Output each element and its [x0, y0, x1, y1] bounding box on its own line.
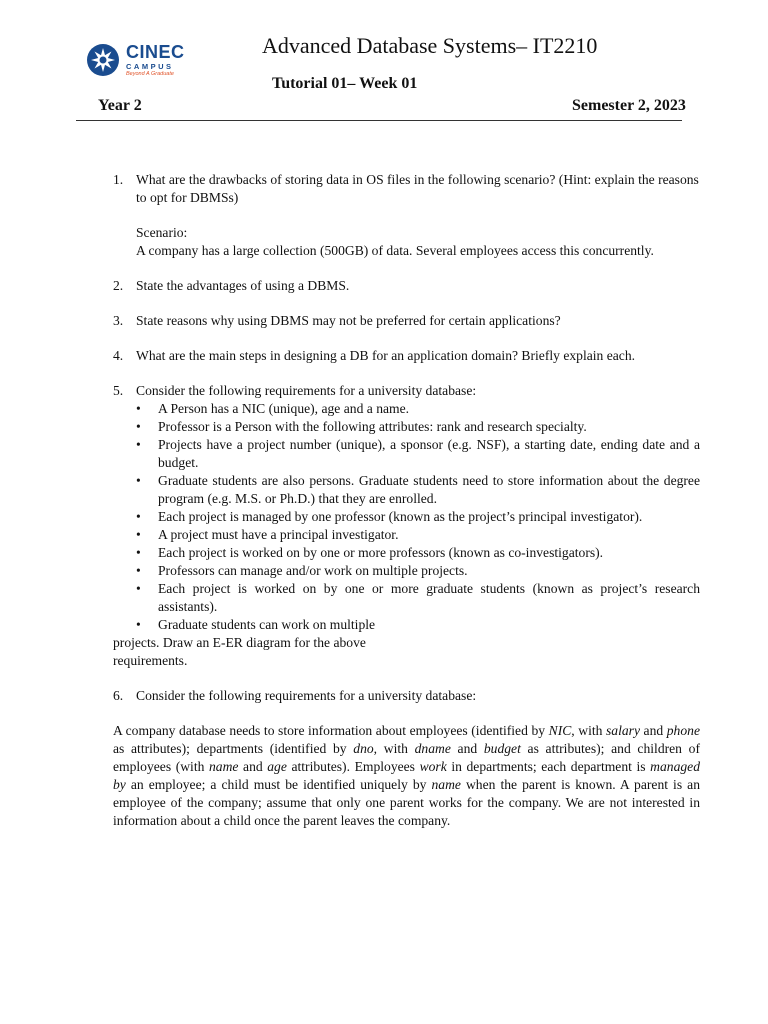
- bullet-icon: •: [136, 581, 141, 596]
- paragraph-text: and: [639, 723, 667, 738]
- question-5-tail-text: projects. Draw an E-ER diagram for the above requirements.: [113, 635, 366, 668]
- question-text: What are the drawbacks of storing data in OS files in the following scenario? (Hint: explain the reasons to opt for DBMSs): [136, 172, 699, 205]
- list-item: [136, 544, 700, 562]
- emphasis-text: salary: [606, 723, 640, 738]
- emphasis-text: dno: [353, 741, 374, 756]
- bullet-icon: •: [136, 563, 141, 578]
- question-text: Consider the following requirements for a university database:: [136, 688, 477, 703]
- emphasis-text: name: [209, 759, 239, 774]
- list-item-text: Each project is worked on by one or more professors (known as co-investigators).: [158, 545, 604, 560]
- question-1: [0, 171, 700, 260]
- question-4: [0, 347, 700, 365]
- list-item: [136, 472, 700, 508]
- paragraph-text: A company database needs to store information about employees (identified by: [113, 723, 549, 738]
- scenario-label: Scenario:: [136, 225, 188, 240]
- list-item: [136, 418, 700, 436]
- bullet-icon: •: [136, 545, 141, 560]
- emphasis-text: work: [419, 759, 447, 774]
- requirements-list: [136, 400, 700, 634]
- question-list: [0, 171, 768, 830]
- question-6-paragraph: [0, 722, 700, 830]
- question-text: State reasons why using DBMS may not be preferred for certain applications?: [136, 313, 561, 328]
- question-number: 5.: [113, 383, 124, 398]
- list-item-text: Graduate students are also persons. Graduate students need to store information about the degree program (e.g. M.S. or Ph.D.) that they are enrolled.: [158, 473, 700, 506]
- paragraph-text: in departments; each department is: [446, 759, 651, 774]
- bullet-icon: •: [136, 437, 141, 452]
- emphasis-text: name: [431, 777, 461, 792]
- list-item-text: Each project is worked on by one or more graduate students (known as project’s research assistants).: [158, 581, 700, 614]
- emphasis-text: age: [267, 759, 287, 774]
- list-item: [136, 400, 700, 418]
- paragraph-text: as attributes); and children of employees (with: [113, 741, 700, 774]
- paragraph-text: , with: [373, 741, 415, 756]
- question-number: 6.: [113, 688, 124, 703]
- document-subtitle: Tutorial 01– Week 01: [272, 75, 418, 92]
- list-item: [136, 580, 700, 616]
- emphasis-text: dname: [414, 741, 451, 756]
- question-number: 2.: [113, 278, 124, 293]
- star-emblem-icon: [86, 43, 120, 77]
- emphasis-text: phone: [666, 723, 700, 738]
- paragraph-text: and: [450, 741, 484, 756]
- question-number: 1.: [113, 172, 124, 187]
- year-label: Year 2: [98, 97, 142, 114]
- question-3: [0, 312, 700, 330]
- paragraph-text: , with: [571, 723, 606, 738]
- paragraph-text: attributes). Employees: [286, 759, 420, 774]
- bullet-icon: •: [136, 509, 141, 524]
- semester-label: Semester 2, 2023: [572, 97, 686, 114]
- list-item-text: Each project is managed by one professor (known as the project’s principal investigator).: [158, 509, 643, 524]
- paragraph-text: and: [238, 759, 268, 774]
- paragraph-text: when the parent is known. A parent is an employee of the company; assume that only one parent works for the company. We are not interested in information about a child once the parent leaves the company.: [113, 777, 700, 828]
- list-item-text: Professor is a Person with the following attributes: rank and research specialty.: [158, 419, 587, 434]
- bullet-icon: •: [136, 419, 141, 434]
- scenario-text: A company has a large collection (500GB) of data. Several employees access this concurrently.: [136, 243, 654, 258]
- bullet-icon: •: [136, 527, 141, 542]
- question-text: State the advantages of using a DBMS.: [136, 278, 350, 293]
- question-text: Consider the following requirements for a university database:: [136, 383, 477, 398]
- logo-tagline: Beyond A Graduate: [126, 71, 174, 77]
- document-title: Advanced Database Systems– IT2210: [262, 33, 598, 58]
- list-item: [136, 616, 700, 634]
- question-text: What are the main steps in designing a DB for an application domain? Briefly explain each.: [136, 348, 636, 363]
- question-2: [0, 277, 700, 295]
- logo-name: CINEC: [126, 41, 185, 62]
- question-5: [0, 382, 700, 634]
- list-item: [136, 508, 700, 526]
- question-number: 4.: [113, 348, 124, 363]
- header-divider: [76, 120, 682, 121]
- list-item-text: Projects have a project number (unique), a sponsor (e.g. NSF), a starting date, ending date and a budget.: [158, 437, 700, 470]
- list-item-text: Professors can manage and/or work on multiple projects.: [158, 563, 468, 578]
- emphasis-text: NIC: [548, 723, 572, 738]
- cinec-logo: [86, 34, 208, 86]
- paragraph-text: as attributes); departments (identified by: [113, 741, 354, 756]
- bullet-icon: •: [136, 473, 141, 488]
- bullet-icon: •: [136, 617, 141, 632]
- bullet-icon: •: [136, 401, 141, 416]
- list-item-text: A Person has a NIC (unique), age and a name.: [158, 401, 410, 416]
- logo-wordmark: [126, 43, 185, 78]
- question-number: 3.: [113, 313, 124, 328]
- logo-sub: CAMPUS: [126, 61, 174, 71]
- emphasis-text: managed by: [113, 759, 700, 792]
- list-item-text: Graduate students can work on multiple: [158, 617, 376, 632]
- paragraph-text: an employee; a child must be identified uniquely by: [125, 777, 432, 792]
- emphasis-text: budget: [483, 741, 521, 756]
- question-6: [0, 687, 700, 705]
- list-item: [136, 436, 700, 472]
- list-item: [136, 526, 700, 544]
- list-item: [136, 562, 700, 580]
- list-item-text: A project must have a principal investigator.: [158, 527, 399, 542]
